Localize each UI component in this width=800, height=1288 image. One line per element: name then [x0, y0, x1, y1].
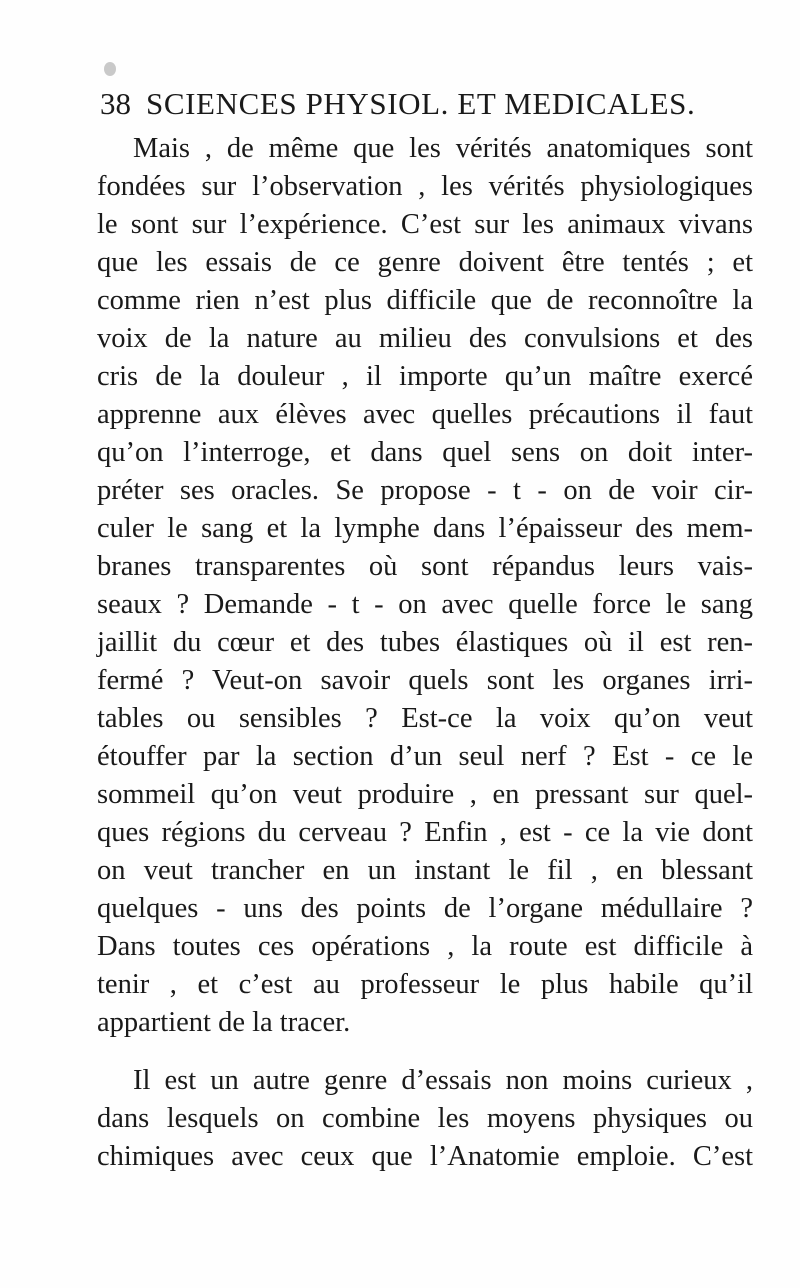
text-line: dans lesquels on combine les moyens physiques ou: [97, 1103, 753, 1134]
text-line: appartient de la tracer.: [97, 1007, 351, 1038]
text-line: tenir , et c’est au professeur le plus habile qu’il: [97, 969, 753, 1000]
text-line: branes transparentes où sont répandus leurs vais-: [97, 551, 753, 582]
text-line: apprenne aux élèves avec quelles précautions il faut: [97, 399, 753, 430]
text-line: culer le sang et la lymphe dans l’épaisseur des mem-: [97, 513, 753, 544]
text-line: voix de la nature au milieu des convulsions et des: [97, 323, 753, 354]
text-line: que les essais de ce genre doivent être tentés ; et: [97, 247, 753, 278]
text-line: chimiques avec ceux que l’Anatomie emploie. C’est: [97, 1141, 753, 1172]
text-line: étouffer par la section d’un seul nerf ? Est - ce le: [97, 741, 753, 772]
text-line: Il est un autre genre d’essais non moins curieux ,: [133, 1065, 753, 1096]
text-line: on veut trancher en un instant le fil , en blessant: [97, 855, 753, 886]
text-line: qu’on l’interroge, et dans quel sens on doit inter-: [97, 437, 753, 468]
text-line: seaux ? Demande - t - on avec quelle force le sang: [97, 589, 753, 620]
text-line: fondées sur l’observation , les vérités physiologiques: [97, 171, 753, 202]
page-number: 38: [100, 86, 131, 121]
text-line: cris de la douleur , il importe qu’un maître exercé: [97, 361, 753, 392]
text-line: tables ou sensibles ? Est-ce la voix qu’on veut: [97, 703, 753, 734]
text-line: quelques - uns des points de l’organe médullaire ?: [97, 893, 753, 924]
running-title: SCIENCES PHYSIOL. ET MEDICALES.: [146, 86, 696, 121]
text-line: fermé ? Veut-on savoir quels sont les organes irri-: [97, 665, 753, 696]
text-line: comme rien n’est plus difficile que de reconnoître la: [97, 285, 753, 316]
page-header: [100, 84, 700, 124]
paper-speck: [104, 62, 116, 76]
text-line: préter ses oracles. Se propose - t - on de voir cir-: [97, 475, 753, 506]
text-line: Dans toutes ces opérations , la route est difficile à: [97, 931, 753, 962]
text-line: le sont sur l’expérience. C’est sur les animaux vivans: [97, 209, 753, 240]
text-line: jaillit du cœur et des tubes élastiques où il est ren-: [97, 627, 753, 658]
text-line: Mais , de même que les vérités anatomiques sont: [133, 133, 753, 164]
text-line: ques régions du cerveau ? Enfin , est - ce la vie dont: [97, 817, 753, 848]
text-line: sommeil qu’on veut produire , en pressant sur quel-: [97, 779, 753, 810]
